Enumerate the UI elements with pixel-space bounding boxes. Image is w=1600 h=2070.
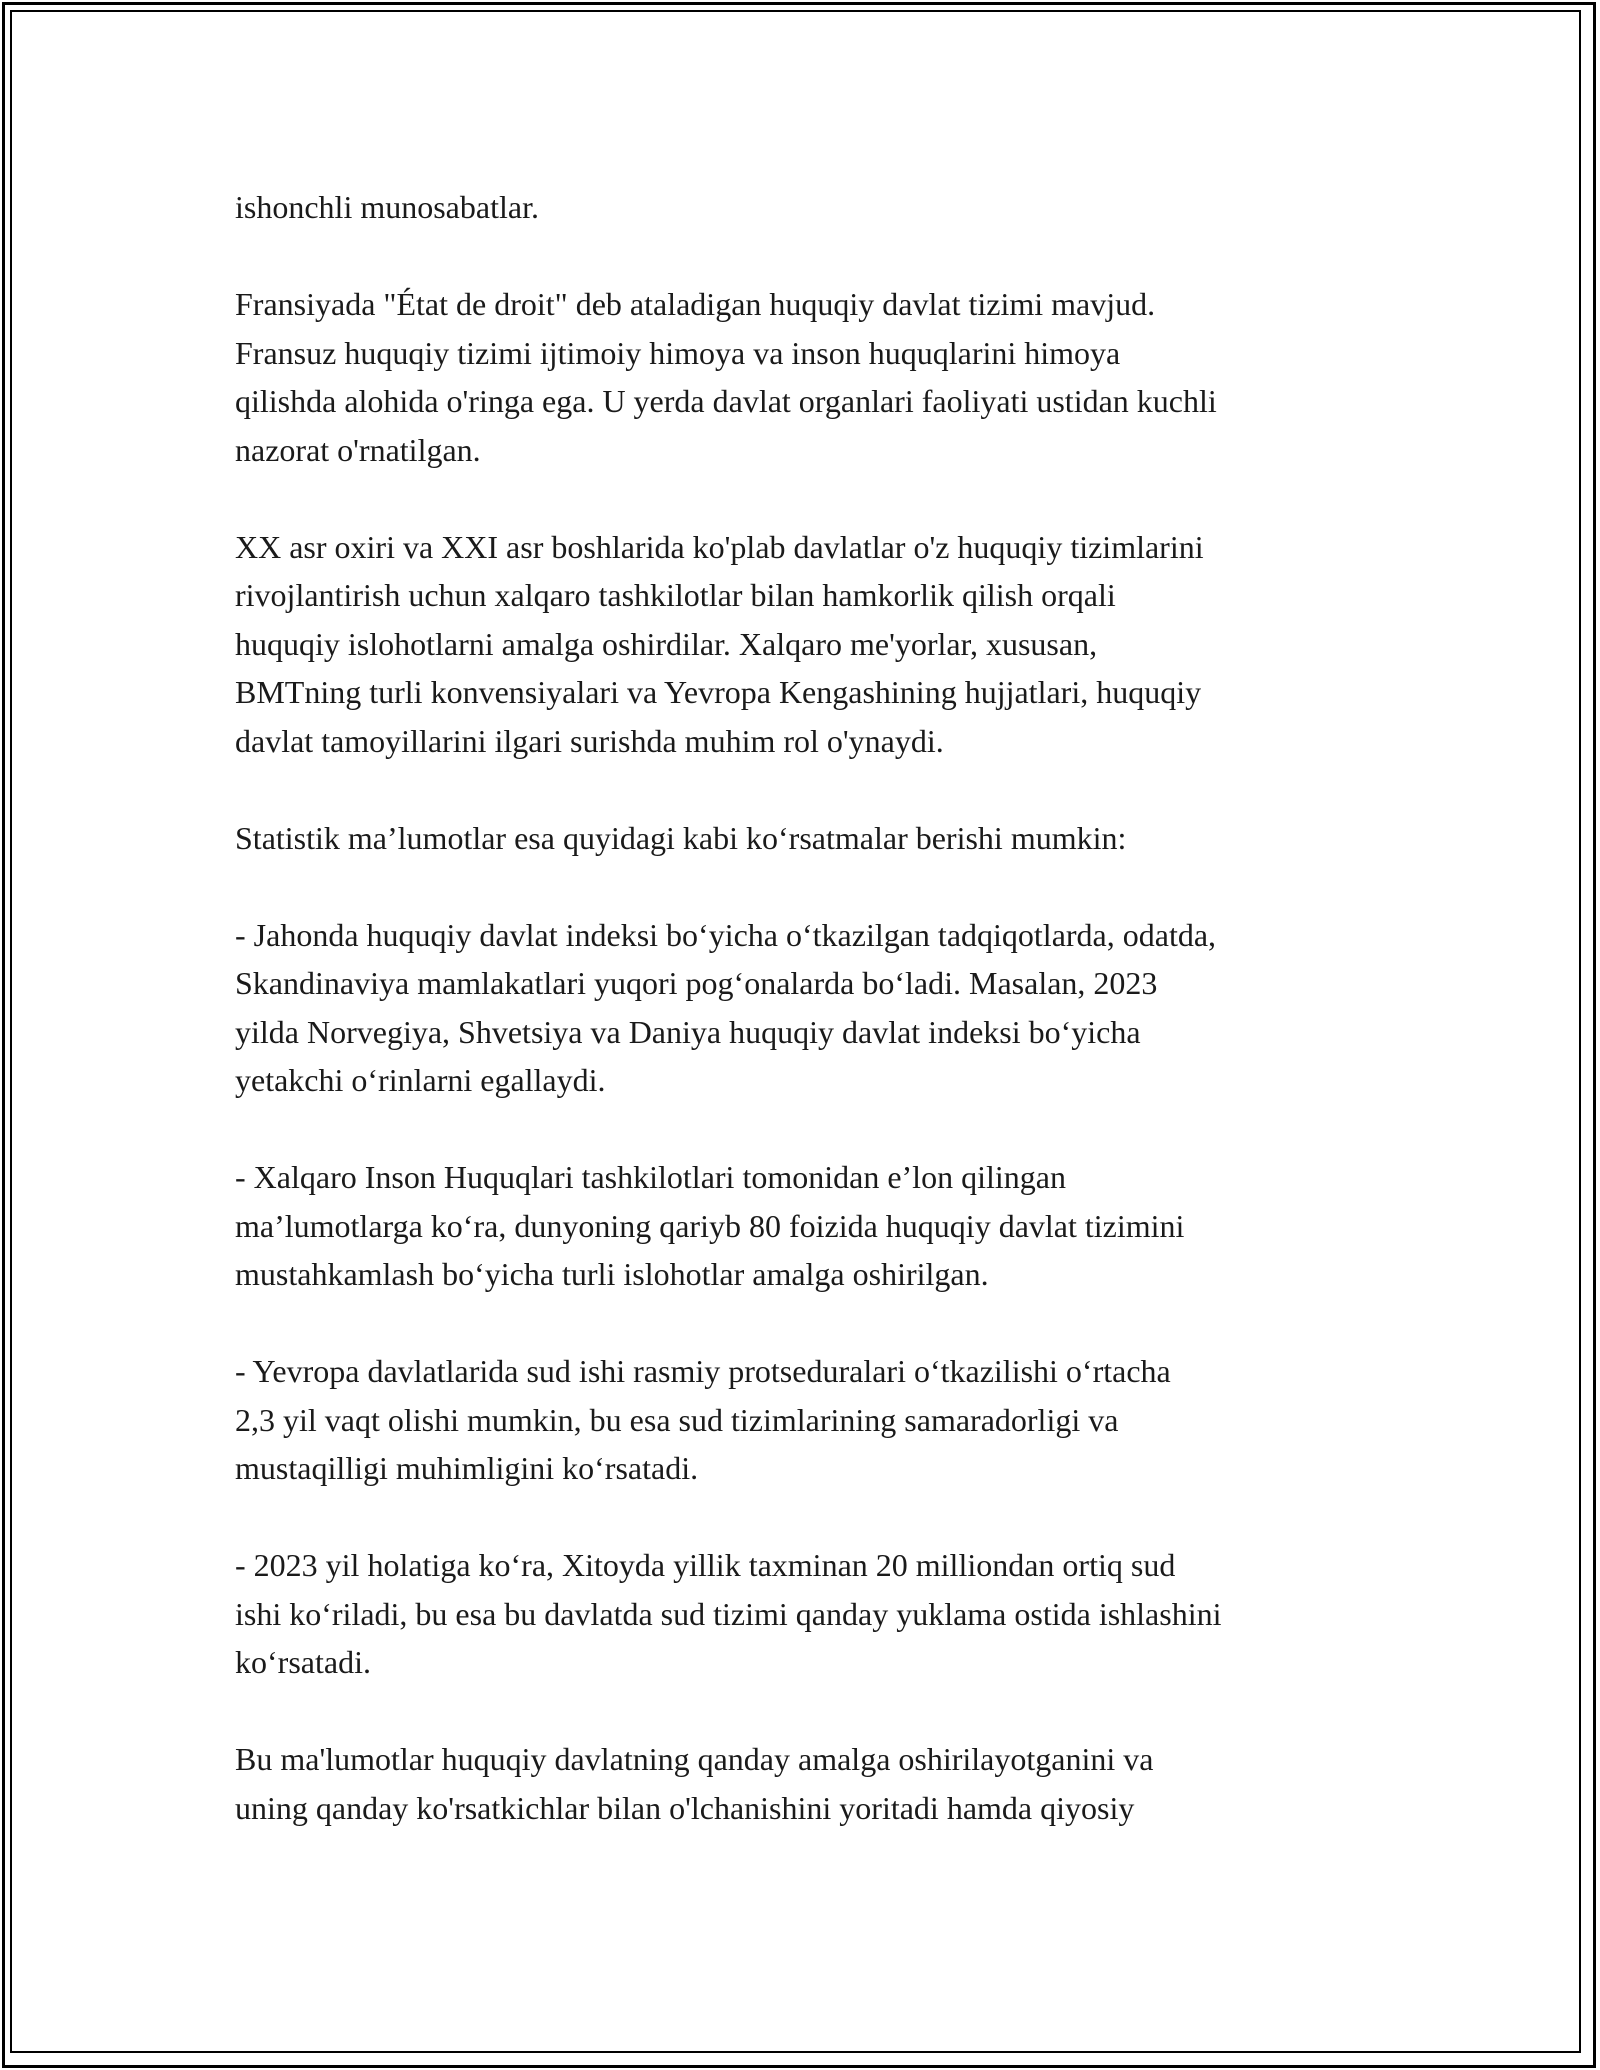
- paragraph-gap: [235, 1687, 1375, 1736]
- list-item-scandinavia: [235, 911, 1375, 1105]
- text-line: - Yevropa davlatlarida sud ishi rasmiy protseduralari o‘tkazilishi o‘rtacha: [235, 1353, 1171, 1389]
- text-line: - Xalqaro Inson Huquqlari tashkilotlari tomonidan e’lon qilingan: [235, 1159, 1066, 1195]
- paragraph-gap: [235, 474, 1375, 523]
- text-line: qilishda alohida o'ringa ega. U yerda davlat organlari faoliyati ustidan kuchli: [235, 383, 1217, 419]
- paragraph-gap: [235, 232, 1375, 281]
- text-line: Statistik ma’lumotlar esa quyidagi kabi ko‘rsatmalar berishi mumkin:: [235, 819, 1127, 856]
- paragraph-international-reforms: [235, 523, 1375, 766]
- text-line: Fransiyada "État de droit" deb ataladigan huquqiy davlat tizimi mavjud.: [235, 286, 1156, 322]
- text-line: ishi ko‘riladi, bu esa bu davlatda sud tizimi qanday yuklama ostida ishlashini: [235, 1595, 1222, 1632]
- text-line: ishonchli munosabatlar.: [235, 189, 539, 225]
- text-line: 2,3 yil vaqt olishi mumkin, bu esa sud tizimlarining samaradorligi va: [235, 1401, 1119, 1438]
- paragraph-conclusion: [235, 1735, 1375, 1832]
- text-line: ma’lumotlarga ko‘ra, dunyoning qariyb 80 foizida huquqiy davlat tizimini: [235, 1207, 1185, 1244]
- text-line: yilda Norvegiya, Shvetsiya va Daniya huquqiy davlat indeksi bo‘yicha: [235, 1013, 1141, 1050]
- text-line: huquqiy islohotlarni amalga oshirdilar. Xalqaro me'yorlar, xususan,: [235, 625, 1098, 662]
- text-line: davlat tamoyillarini ilgari surishda muhim rol o'ynaydi.: [235, 722, 944, 759]
- text-line: ko‘rsatadi.: [235, 1644, 371, 1680]
- text-line: rivojlantirish uchun xalqaro tashkilotlar bilan hamkorlik qilish orqali: [235, 577, 1116, 613]
- paragraph-gap: [235, 862, 1375, 911]
- text-line: mustahkamlash bo‘yicha turli islohotlar amalga oshirilgan.: [235, 1256, 989, 1292]
- text-line: uning qanday ko'rsatkichlar bilan o'lchanishini yoritadi hamda qiyosiy: [235, 1789, 1135, 1826]
- text-line: - 2023 yil holatiga ko‘ra, Xitoyda yillik taxminan 20 milliondan ortiq sud: [235, 1547, 1176, 1583]
- paragraph-gap: [235, 1493, 1375, 1542]
- text-line: Bu ma'lumotlar huquqiy davlatning qanday amalga oshirilayotganini va: [235, 1741, 1154, 1777]
- paragraph-closing-fragment: [235, 183, 1375, 232]
- paragraph-gap: [235, 765, 1375, 814]
- list-item-human-rights: [235, 1153, 1375, 1299]
- text-line: - Jahonda huquqiy davlat indeksi bo‘yicha o‘tkazilgan tadqiqotlarda, odatda,: [235, 916, 1217, 953]
- paragraph-gap: [235, 1299, 1375, 1348]
- paragraph-france: [235, 280, 1375, 474]
- text-line: mustaqilligi muhimligini ko‘rsatadi.: [235, 1450, 699, 1486]
- text-line: yetakchi o‘rinlarni egallaydi.: [235, 1062, 606, 1098]
- paragraph-gap: [235, 1105, 1375, 1154]
- text-line: nazorat o'rnatilgan.: [235, 431, 481, 468]
- text-line: BMTning turli konvensiyalari va Yevropa Kengashining hujjatlari, huquqiy: [235, 674, 1202, 710]
- text-line: Fransuz huquqiy tizimi ijtimoiy himoya va inson huquqlarini himoya: [235, 334, 1121, 371]
- text-line: Skandinaviya mamlakatlari yuqori pog‘onalarda bo‘ladi. Masalan, 2023: [235, 965, 1158, 1001]
- list-item-china-courts: [235, 1541, 1375, 1687]
- paragraph-statistics-intro: [235, 814, 1375, 863]
- document-body: [235, 183, 1375, 1832]
- text-line: XX asr oxiri va XXI asr boshlarida ko'plab davlatlar o'z huquqiy tizimlarini: [235, 528, 1204, 565]
- list-item-europe-courts: [235, 1347, 1375, 1493]
